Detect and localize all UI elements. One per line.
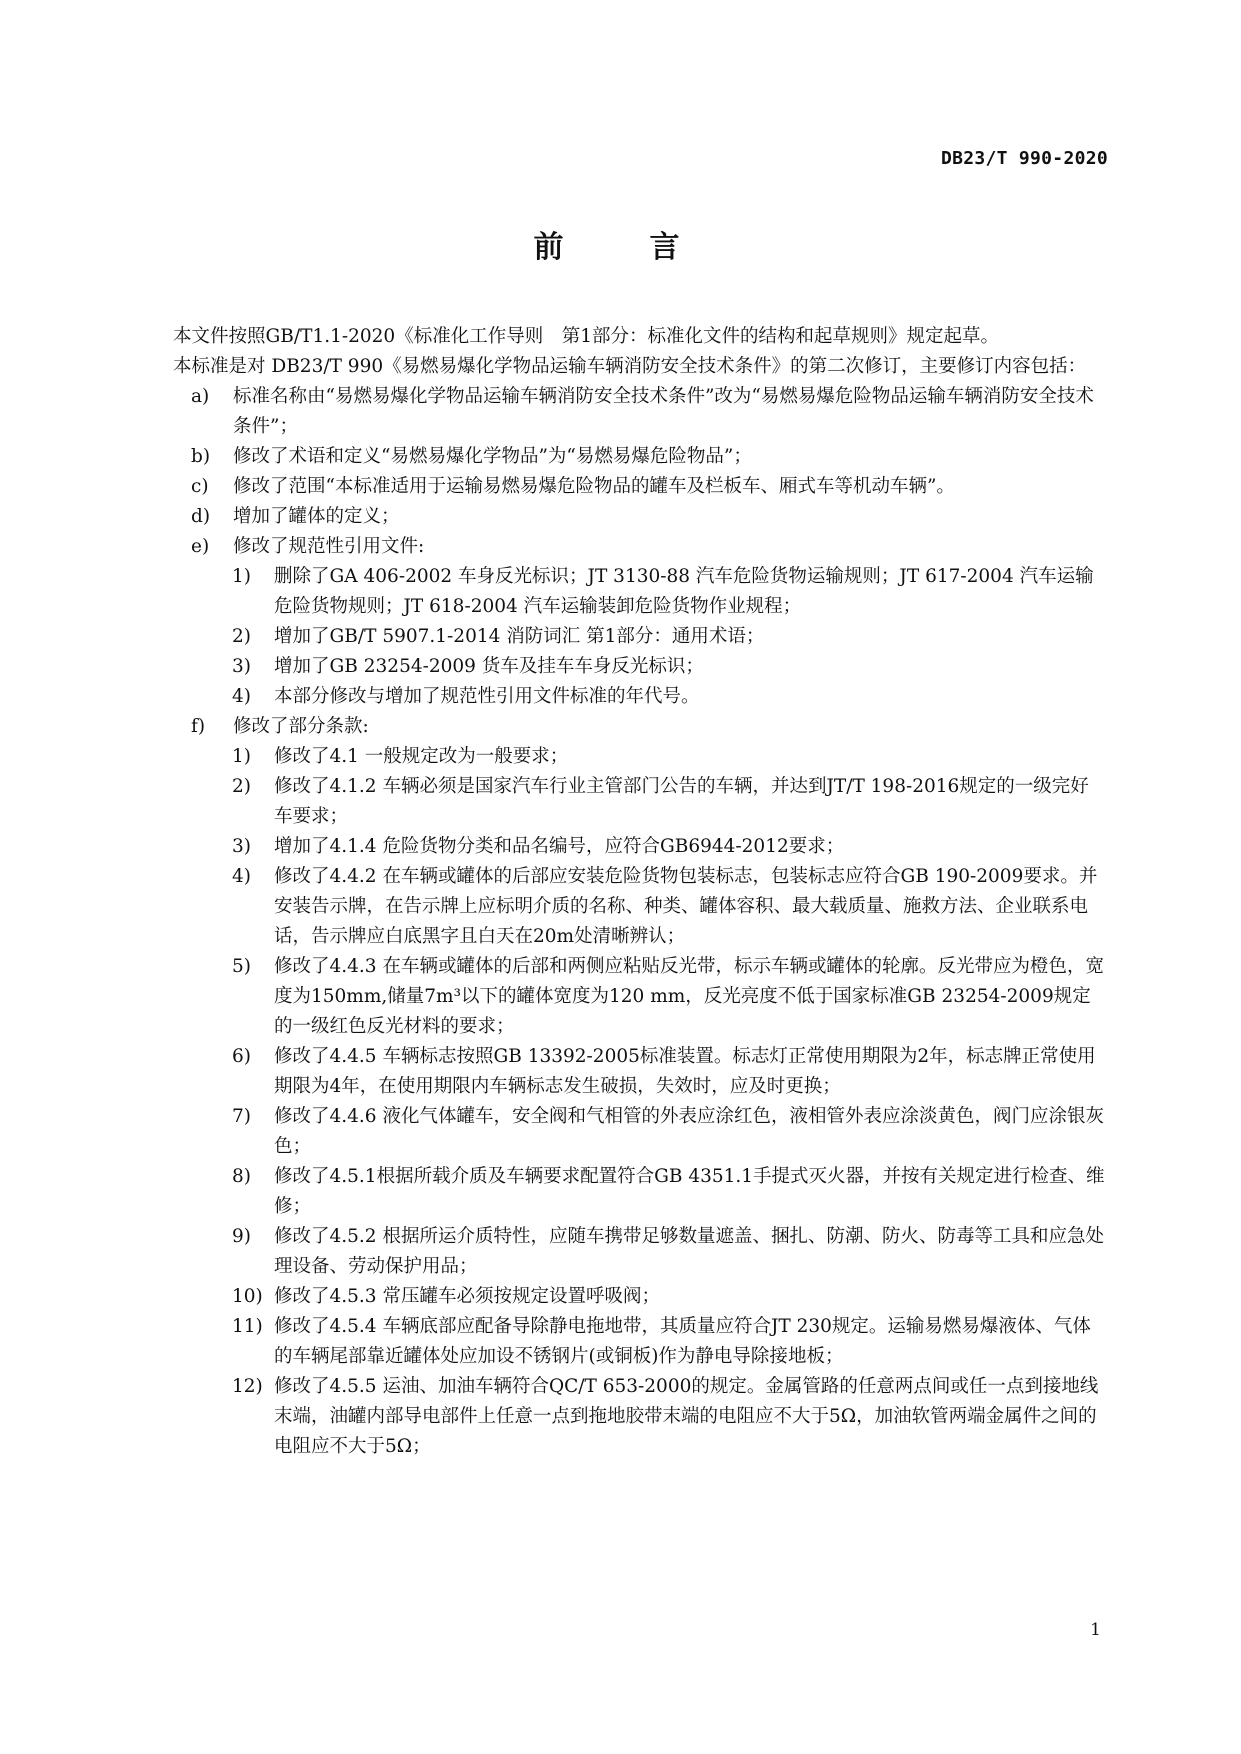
list-text: 删除了GA 406-2002 车身反光标识；JT 3130-88 汽车危险货物运输规则；JT 617-2004 汽车运输危险货物规则；JT 618-2004 汽车运输装卸危险货物作业规程；	[274, 566, 1094, 617]
sub-list-item	[232, 622, 1106, 652]
list-item	[191, 382, 1106, 442]
sub-list-item	[232, 1162, 1106, 1222]
list-text: 修改了4.5.2 根据所运介质特性，应随车携带足够数量遮盖、捆扎、防潮、防火、防毒等工具和应急处理设备、劳动保护用品；	[274, 1226, 1104, 1277]
paragraph: 本文件按照GB/T1.1-2020《标准化工作导则 第1部分：标准化文件的结构和起草规则》规定起草。	[173, 326, 999, 347]
list-marker: 8)	[232, 1166, 251, 1187]
list-text: 增加了GB/T 5907.1-2014 消防词汇 第1部分：通用术语；	[274, 626, 765, 647]
list-item	[191, 472, 1106, 502]
sub-list-item	[232, 562, 1106, 622]
list-marker: e)	[191, 536, 210, 557]
list-marker: 9)	[232, 1226, 251, 1247]
list-text: 本部分修改与增加了规范性引用文件标准的年代号。	[274, 686, 700, 707]
sub-list-item	[232, 742, 1106, 772]
list-marker: 7)	[232, 1106, 251, 1127]
sub-list-item	[232, 832, 1106, 862]
document-code: DB23/T 990-2020	[940, 148, 1108, 169]
sub-list-item	[232, 772, 1106, 832]
list-marker: 11)	[232, 1316, 263, 1337]
list-marker: 3)	[232, 656, 251, 677]
list-marker: 3)	[232, 836, 251, 857]
list-marker: 1)	[232, 566, 251, 587]
list-text: 修改了4.5.3 常压罐车必须按规定设置呼吸阀；	[274, 1286, 660, 1307]
list-text: 修改了部分条款:	[233, 716, 369, 737]
list-marker: 6)	[232, 1046, 251, 1067]
list-text: 修改了4.1 一般规定改为一般要求；	[274, 746, 569, 767]
list-item	[191, 442, 1106, 472]
list-marker: 1)	[232, 746, 251, 767]
list-item	[191, 532, 1106, 562]
list-marker: a)	[191, 386, 210, 407]
list-marker: 2)	[232, 626, 251, 647]
list-item	[191, 502, 1106, 532]
list-text: 修改了4.5.4 车辆底部应配备导除静电拖地带，其质量应符合JT 230规定。运输易燃易爆液体、气体的车辆尾部靠近罐体处应加设不锈钢片(或铜板)作为静电导除接地板；	[274, 1316, 1091, 1367]
list-text: 标准名称由“易燃易爆化学物品运输车辆消防安全技术条件”改为“易燃易爆危险物品运输车辆消防安全技术条件”；	[233, 386, 1094, 437]
list-text: 增加了GB 23254-2009 货车及挂车车身反光标识；	[274, 656, 704, 677]
list-marker: 5)	[232, 956, 251, 977]
sub-list-item	[232, 1102, 1106, 1162]
list-marker: d)	[191, 506, 211, 527]
sub-list-item	[232, 1222, 1106, 1282]
list-text: 修改了4.4.6 液化气体罐车，安全阀和气相管的外表应涂红色，液相管外表应涂淡黄色，阀门应涂银灰色；	[274, 1106, 1104, 1157]
sub-list-item	[232, 1372, 1106, 1462]
list-text: 修改了4.1.2 车辆必须是国家汽车行业主管部门公告的车辆，并达到JT/T 198-2016规定的一级完好车要求；	[274, 776, 1089, 827]
sub-list-item	[232, 682, 1106, 712]
list-marker: 4)	[232, 866, 251, 887]
list-marker: 10)	[232, 1286, 263, 1307]
document-body	[136, 322, 1106, 1462]
list-marker: f)	[191, 716, 206, 737]
paragraph: 本标准是对 DB23/T 990《易燃易爆化学物品运输车辆消防安全技术条件》的第二次修订，主要修订内容包括：	[173, 356, 1087, 377]
list-marker: b)	[191, 446, 211, 467]
list-text: 增加了罐体的定义；	[233, 506, 400, 527]
sub-list-item	[232, 952, 1106, 1042]
list-marker: 2)	[232, 776, 251, 797]
list-text: 修改了4.5.5 运油、加油车辆符合QC/T 653-2000的规定。金属管路的任意两点间或任一点到接地线末端，油罐内部导电部件上任意一点到拖地胶带末端的电阻应不大于5Ω，加油软管两端金属件之间的电阻应不大于5Ω；	[274, 1376, 1099, 1457]
sub-list-item	[232, 652, 1106, 682]
sub-list-item	[232, 862, 1106, 952]
list-marker: c)	[191, 476, 209, 497]
list-text: 修改了术语和定义“易燃易爆化学物品”为“易燃易爆危险物品”；	[233, 446, 752, 467]
list-text: 修改了4.4.5 车辆标志按照GB 13392-2005标准装置。标志灯正常使用期限为2年，标志牌正常使用期限为4年，在使用期限内车辆标志发生破损，失效时，应及时更换；	[274, 1046, 1096, 1097]
list-item	[191, 712, 1106, 742]
list-text: 修改了范围“本标准适用于运输易燃易爆危险物品的罐车及栏板车、厢式车等机动车辆”。	[233, 476, 955, 497]
list-text: 修改了4.4.2 在车辆或罐体的后部应安装危险货物包装标志，包装标志应符合GB 190-2009要求。并安装告示牌，在告示牌上应标明介质的名称、种类、罐体容积、最大载质量、施救方法、企业联系电话，告示牌应白底黑字且白天在20m处清晰辨认；	[274, 866, 1098, 947]
sub-list-item	[232, 1282, 1106, 1312]
page-title: 前 言	[533, 230, 708, 265]
sub-list-item	[232, 1312, 1106, 1372]
list-text: 修改了规范性引用文件:	[233, 536, 425, 557]
sub-list-item	[232, 1042, 1106, 1102]
list-marker: 4)	[232, 686, 251, 707]
list-text: 修改了4.5.1根据所载介质及车辆要求配置符合GB 4351.1手提式灭火器，并按有关规定进行检查、维修；	[274, 1166, 1105, 1217]
page-number: 1	[1090, 1620, 1101, 1640]
list-marker: 12)	[232, 1376, 263, 1397]
list-text: 修改了4.4.3 在车辆或罐体的后部和两侧应粘贴反光带，标示车辆或罐体的轮廓。反光带应为橙色，宽度为150mm,储量7m³以下的罐体宽度为120 mm，反光亮度不低于国家标准GB 23254-2009规定的一级红色反光材料的要求；	[274, 956, 1104, 1037]
list-text: 增加了4.1.4 危险货物分类和品名编号，应符合GB6944-2012要求；	[274, 836, 845, 857]
